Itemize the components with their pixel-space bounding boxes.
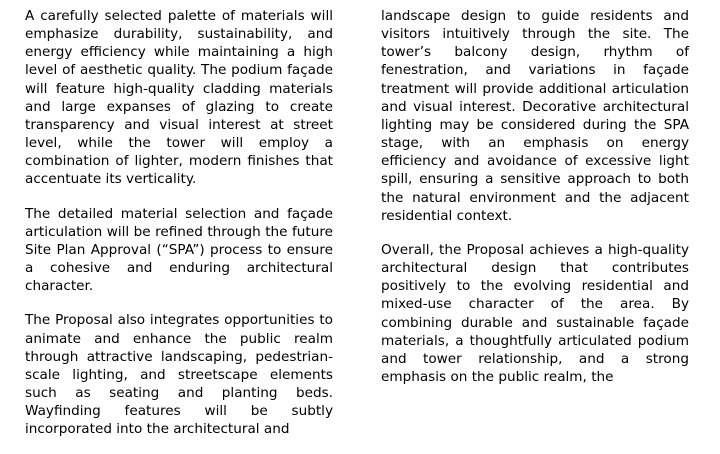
paragraph-materials-palette: A carefully selected palette of materials will emphasize durability, sustainability, and energy efficiency while maintaining a high level of aesthetic quality. The podium façade will feature high-quality cladding materials and large expanses of glazing to create transparency and visual interest at street level, while the tower will employ a combination of lighter, modern finishes that accentuate its verticality. (25, 8, 333, 188)
right-text-column (381, 7, 689, 402)
paragraph-spa-refinement: The detailed material selection and façade articulation will be refined through the future Site Plan Approval (“SPA”) process to ensure a cohesive and enduring architectural character. (25, 205, 333, 295)
paragraph-public-realm: The Proposal also integrates opportunities to animate and enhance the public realm through attractive landscaping, pedestrian-scale lighting, and streetscape elements such as seating and planting beds. Wayfinding features will be subtly incorporated into the architectural and (25, 312, 333, 438)
paragraph-landscape-wayfinding: landscape design to guide residents and visitors intuitively through the site. The tower’s balcony design, rhythm of fenestration, and variations in façade treatment will provide additional articulation and visual interest. Decorative architectural lighting may be considered during the SPA stage, with an emphasis on energy efficiency and avoidance of excessive light spill, ensuring a sensitive approach to both the natural environment and the adjacent residential context. (381, 8, 689, 224)
paragraph-overall-summary: Overall, the Proposal achieves a high-quality architectural design that contributes positively to the evolving residential and mixed-use character of the area. By combining durable and sustainable façade materials, a thoughtfully articulated podium and tower relationship, and a strong emphasis on the public realm, the (381, 241, 689, 385)
left-text-column (25, 7, 333, 454)
